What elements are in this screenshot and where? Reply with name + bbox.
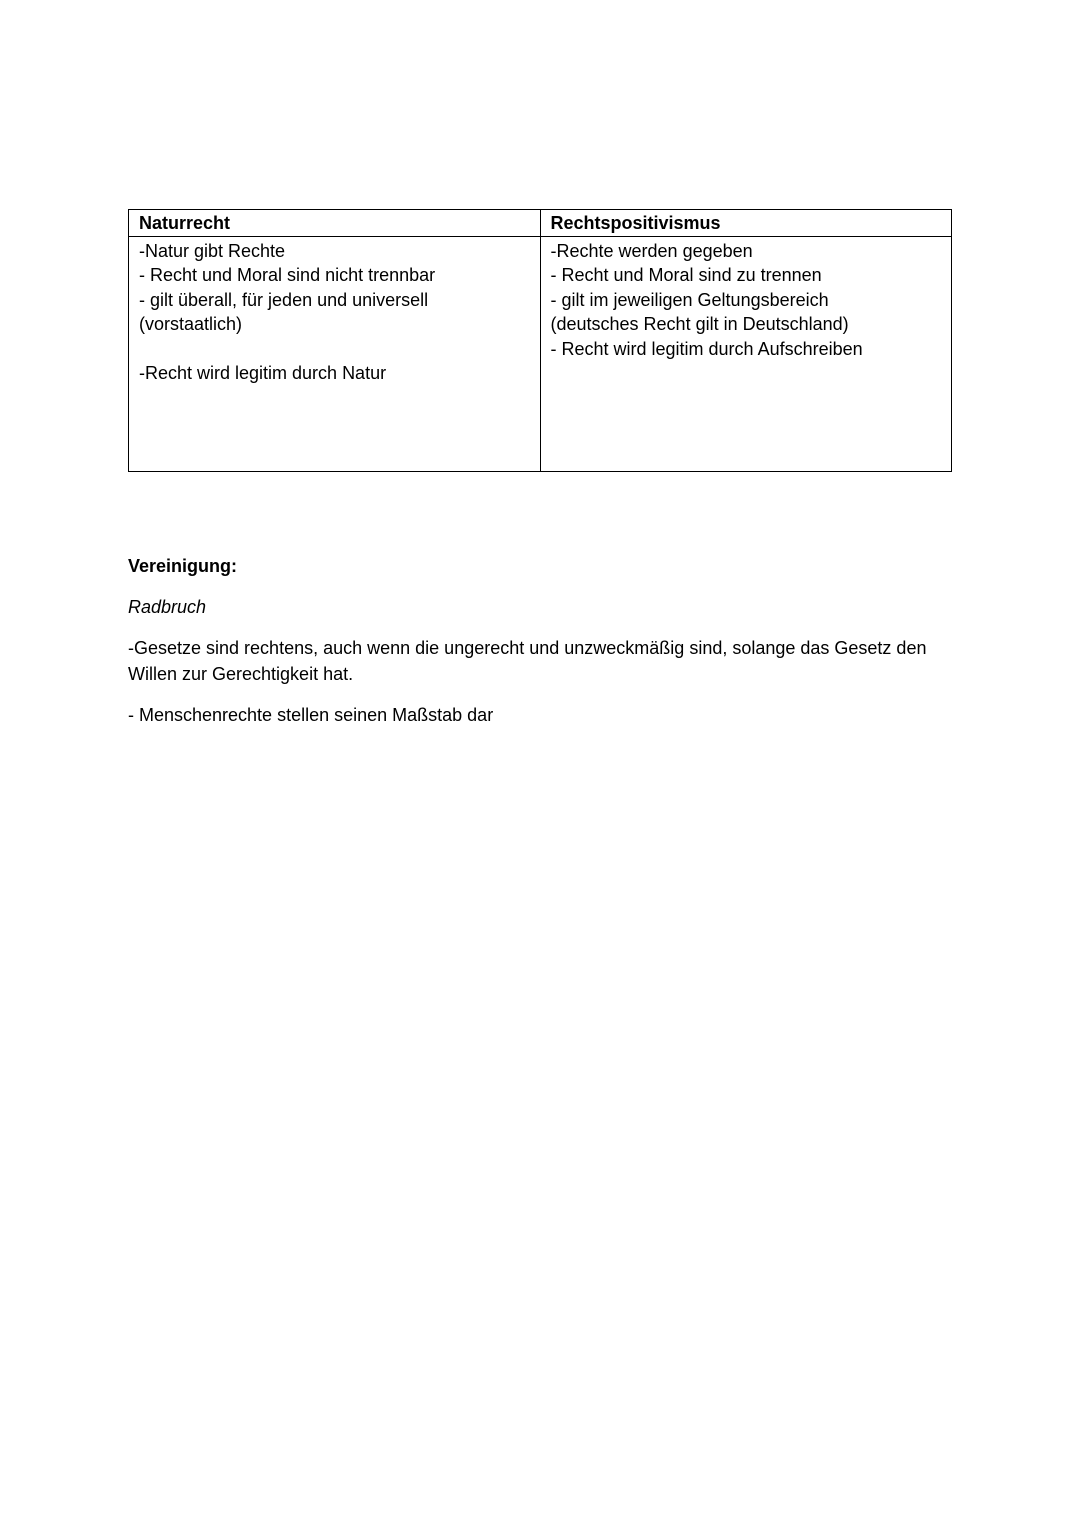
radbruch-paragraph-1: -Gesetze sind rechtens, auch wenn die ungerecht und unzweckmäßig sind, solange das Gesetz den Willen zur Gerechtigkeit hat. xyxy=(128,638,927,684)
rechtspositivismus-line: -Rechte werden gegeben xyxy=(550,240,753,261)
rechtspositivismus-cell xyxy=(540,236,952,471)
naturrecht-line: (vorstaatlich) xyxy=(139,314,243,334)
radbruch-subheading: Radbruch xyxy=(128,597,207,617)
header-rechtspositivismus: Rechtspositivismus xyxy=(540,210,952,237)
table-row xyxy=(129,236,952,471)
naturrecht-line: -Natur gibt Rechte xyxy=(139,240,286,261)
rechtspositivismus-line: - Recht wird legitim durch Aufschreiben xyxy=(550,338,863,359)
rechtspositivismus-line: (deutsches Recht gilt in Deutschland) xyxy=(550,314,849,334)
naturrecht-line: -Recht wird legitim durch Natur xyxy=(139,363,387,383)
radbruch-paragraph-2: - Menschenrechte stellen seinen Maßstab dar xyxy=(128,705,494,725)
naturrecht-line: - gilt überall, für jeden und universell xyxy=(139,289,429,310)
comparison-table xyxy=(128,209,952,472)
header-naturrecht: Naturrecht xyxy=(129,210,541,237)
naturrecht-cell xyxy=(129,236,541,471)
rechtspositivismus-line: - gilt im jeweiligen Geltungsbereich xyxy=(550,289,829,310)
vereinigung-heading: Vereinigung: xyxy=(128,556,238,576)
table-header-row xyxy=(129,210,952,237)
rechtspositivismus-line: - Recht und Moral sind zu trennen xyxy=(550,265,822,285)
naturrecht-blank-line xyxy=(139,337,530,362)
naturrecht-line: - Recht und Moral sind nicht trennbar xyxy=(139,265,436,285)
